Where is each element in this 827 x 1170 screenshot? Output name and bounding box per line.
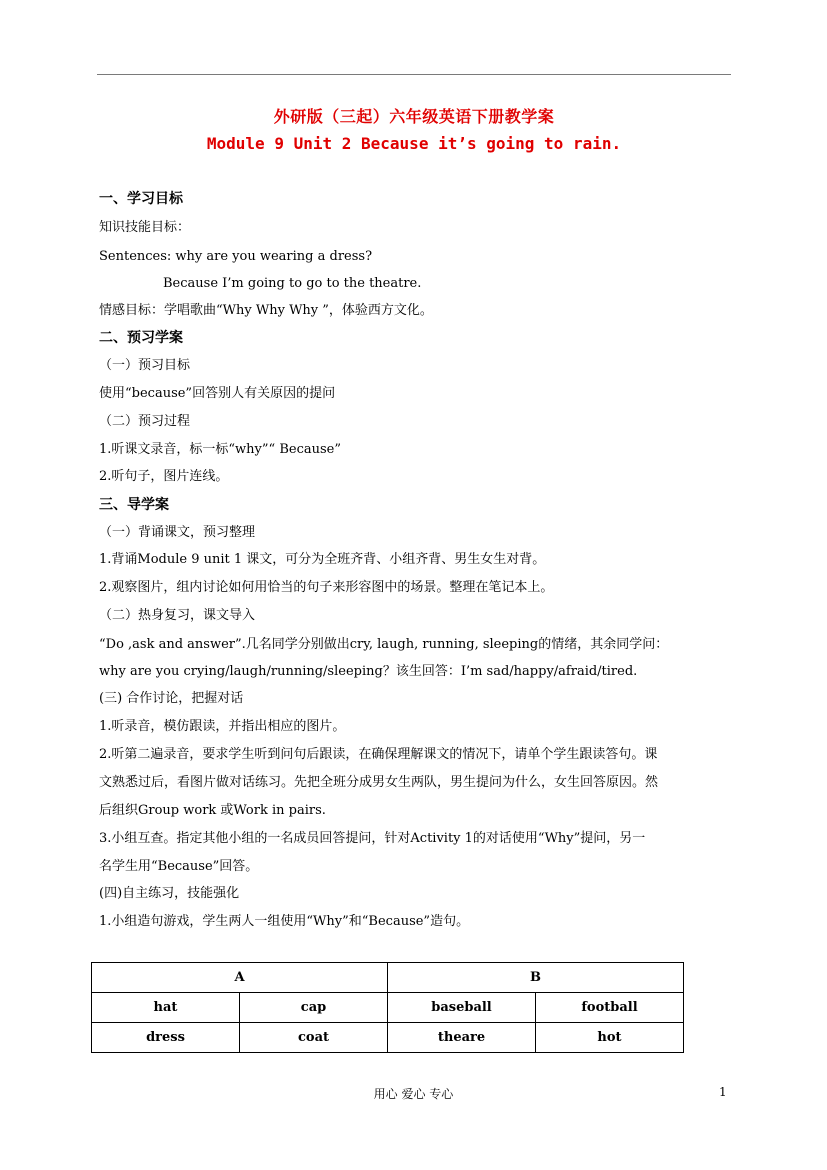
- text-line: 文熟悉过后，看图片做对话练习。先把全班分成男女生两队，男生提问为什么，女生回答原因。然: [99, 775, 659, 790]
- page-footer: 用心 爱心 专心: [373, 1087, 454, 1101]
- text-line: 3.小组互查。指定其他小组的一名成员回答提问，针对Activity 1的对话使用“Why”提问，另一: [99, 831, 646, 846]
- text-line: 2.听句子，图片连线。: [99, 469, 229, 484]
- text-line: (三) 合作讨论，把握对话: [99, 691, 244, 706]
- table-cell: football: [536, 993, 684, 1023]
- text-line: 1.背诵Module 9 unit 1 课文，可分为全班齐背、小组齐背、男生女生对背。: [99, 552, 546, 567]
- text-line: Because I’m going to go to the theatre.: [163, 276, 422, 291]
- table-header-row: [92, 963, 684, 993]
- table-cell: cap: [240, 993, 388, 1023]
- text-line: 2.观察图片，组内讨论如何用恰当的句子来形容图中的场景。整理在笔记本上。: [99, 580, 554, 595]
- text-line: why are you crying/laugh/running/sleeping？该生回答：I’m sad/happy/afraid/tired.: [99, 664, 638, 679]
- document-title-cn: 外研版（三起）六年级英语下册教学案: [273, 107, 555, 126]
- text-line: Sentences: why are you wearing a dress?: [99, 249, 373, 264]
- text-line: 使用“because”回答别人有关原因的提问: [99, 386, 336, 401]
- text-line: 2.听第二遍录音，要求学生听到问句后跟读，在确保理解课文的情况下，请单个学生跟读答句。课: [99, 747, 658, 762]
- section-heading-2: 二、预习学案: [99, 330, 183, 346]
- header-rule: [97, 74, 731, 75]
- text-line: “Do ,ask and answer”.几名同学分别做出cry, laugh, running, sleeping的情绪，其余同学问：: [99, 637, 669, 652]
- text-line: （二）预习过程: [99, 414, 191, 429]
- text-line: （一）预习目标: [99, 358, 191, 373]
- table-cell: dress: [92, 1023, 240, 1053]
- table-cell: hat: [92, 993, 240, 1023]
- table-cell: coat: [240, 1023, 388, 1053]
- table-row: [92, 1023, 684, 1053]
- document-title-en: Module 9 Unit 2 Because it’s going to rain.: [206, 134, 622, 153]
- text-line: （二）热身复习，课文导入: [99, 608, 256, 623]
- table-cell: theare: [388, 1023, 536, 1053]
- table-header-cell: A: [92, 963, 388, 993]
- table-cell: baseball: [388, 993, 536, 1023]
- text-line: 知识技能目标：: [99, 220, 191, 235]
- table-cell: hot: [536, 1023, 684, 1053]
- section-heading-1: 一、学习目标: [99, 191, 183, 207]
- text-line: 情感目标：学唱歌曲“Why Why Why ”，体验西方文化。: [99, 303, 433, 318]
- text-line: （一）背诵课文，预习整理: [99, 525, 256, 540]
- text-line: (四)自主练习，技能强化: [99, 886, 240, 901]
- page-number: 1: [719, 1085, 727, 1099]
- text-line: 1.听录音，模仿跟读，并指出相应的图片。: [99, 719, 346, 734]
- text-line: 1.小组造句游戏，学生两人一组使用“Why”和“Because”造句。: [99, 914, 470, 929]
- text-line: 1.听课文录音，标一标“why”“ Because”: [99, 442, 341, 457]
- table-header-cell: B: [388, 963, 684, 993]
- table-row: [92, 993, 684, 1023]
- vocabulary-table: [91, 962, 684, 1053]
- section-heading-3: 三、导学案: [99, 497, 169, 513]
- text-line: 后组织Group work 或Work in pairs.: [99, 803, 326, 818]
- text-line: 名学生用“Because”回答。: [99, 859, 259, 874]
